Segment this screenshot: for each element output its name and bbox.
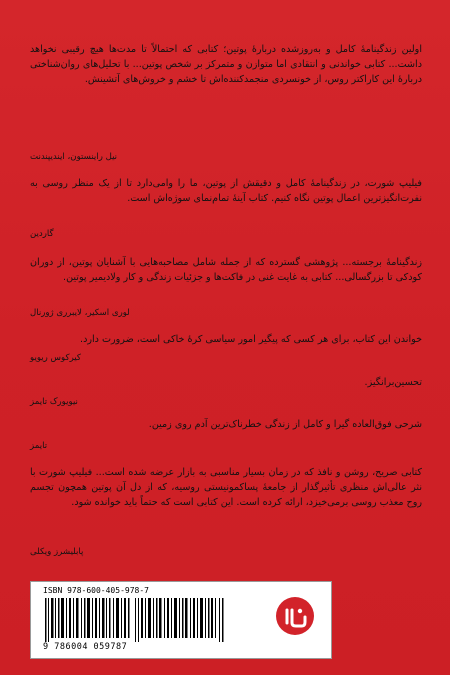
- quote-text: زندگینامهٔ برجسته... پژوهشی گسترده که از جمله شامل مصاحبه‌هایی با آشنایان پوتین، از دوران کودکی تا بزرگسالی... کتابی به غایت غنی در فاکت‌ها و جزئیات زندگی و کار ولادیمیر پوتین.: [30, 257, 422, 283]
- quote-source: نیل راینستون، ایندیپندنت: [30, 152, 118, 162]
- quote-2: [30, 176, 422, 206]
- quote-text: فیلیپ شورت، در زندگینامهٔ کامل و دقیقش از پوتین، ما را وامی‌دارد تا از یک منظر روسی به نفرت‌انگیزترین اعمال پوتین نگاه کنیم. کتاب آینهٔ تمام‌نمای سوژه‌اش است.: [30, 178, 422, 204]
- quote-source: نیویورک تایمز: [30, 397, 78, 407]
- quote-text: اولین زندگینامهٔ کامل و به‌روزشده دربارهٔ پوتین؛ کتابی که احتمالاً تا مدت‌ها هیچ رقیبی نخواهد داشت... کتابی خواندنی و انتقادی اما متوازن و متمرکز بر شخص پوتین... با تحلیل‌های روان‌شناختی دربارهٔ این کاراکتر روس، از خونسردی منجمدکننده‌اش تا خشم و خروش‌های آتشینش.: [30, 44, 422, 85]
- quote-source: پابلیشرز ویکلی: [30, 547, 84, 557]
- quote-text: شرحی فوق‌العاده گیرا و کامل از زندگی خطرناک‌ترین آدم روی زمین.: [148, 419, 422, 430]
- quote-1: [30, 42, 422, 87]
- quote-5: [30, 375, 422, 390]
- quote-source: تایمز: [30, 441, 48, 451]
- quote-source: لوری اسکیر، لایبرری ژورنال: [30, 308, 130, 318]
- barcode-label: [30, 581, 332, 659]
- quote-3: [30, 255, 422, 285]
- quote-7: [30, 465, 422, 510]
- barcode-digits: 9 786004 059787: [43, 642, 128, 652]
- barcode-image: [43, 598, 233, 642]
- isbn-text: ISBN 978-600-405-978-7: [43, 586, 149, 595]
- quote-source: گاردین: [30, 229, 54, 239]
- quote-text: کتابی صریح، روشن و نافذ که در زمان بسیار مناسبی به بازار عرضه شده است... فیلیپ شورت با نثر عالی‌اش منظری تأثیرگذار از جامعهٔ پساکمونیستی روسیه، که از دل آن پوتین همچون تجسم روح معذب روسی برمی‌خیزد، ارائه کرده است. این کتابی است که حتماً باید خوانده شود.: [30, 467, 422, 508]
- quote-4: [30, 332, 422, 347]
- quote-source: کیرکوس ریویو: [30, 353, 81, 363]
- publisher-logo-icon: [275, 596, 315, 636]
- quote-text: تحسین‌برانگیز.: [364, 377, 422, 388]
- quote-text: خواندن این کتاب، برای هر کسی که پیگیر امور سیاسی کرهٔ خاکی است، ضرورت دارد.: [80, 334, 422, 345]
- quote-6: [30, 417, 422, 432]
